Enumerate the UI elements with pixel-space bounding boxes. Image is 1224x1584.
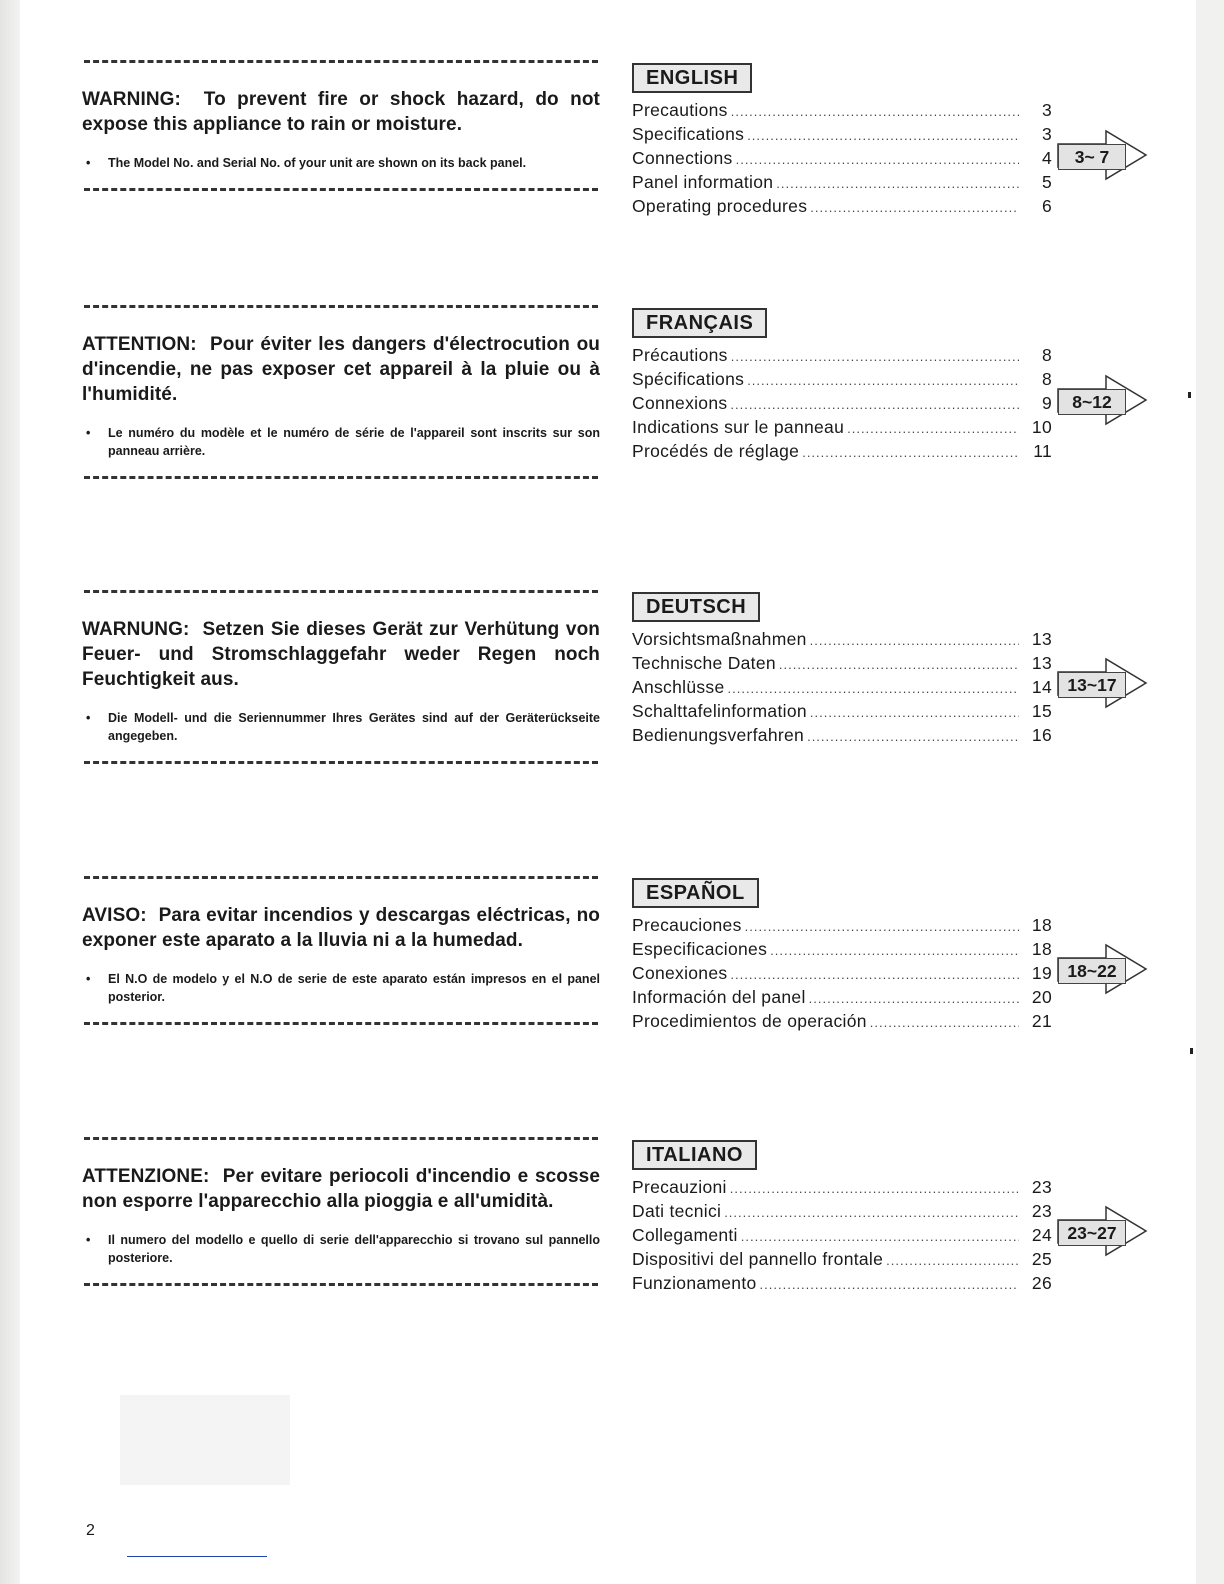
bullet-note [82,970,600,1006]
toc-entry-page: 25 [1031,1249,1052,1269]
toc-entry-page: 14 [1031,677,1052,697]
warning-section-german [82,590,600,764]
page-range-arrow[interactable] [1050,657,1150,709]
dashed-rule-bottom [84,761,598,764]
toc-entry-page: 4 [1041,148,1052,168]
toc-entry-title: Technische Daten [632,653,776,673]
toc-entry[interactable] [632,195,1052,219]
leader-dots [724,1202,1019,1224]
leader-dots [810,197,1019,219]
toc-entry[interactable] [632,676,1052,700]
toc-entry-title: Vorsichtsmaßnahmen [632,629,807,649]
toc-entry-page: 6 [1041,196,1052,216]
toc-entry-title: Spécifications [632,369,745,389]
toc-entry-page: 13 [1031,653,1052,673]
leader-dots [807,726,1019,748]
warning-text: ATTENTION: Pour éviter les dangers d'électrocution ou d'incendie, ne pas exposer cet appareil à la pluie ou à l'humidité. [82,334,600,405]
leader-dots [847,418,1019,440]
leader-dots [741,1226,1019,1248]
toc-entry-page: 8 [1041,369,1052,389]
leader-dots [802,442,1019,464]
bullet-text: Il numero del modello e quello di serie dell'apparecchio si trovano sul pannello posteriore. [108,1233,600,1265]
toc-list [632,99,1052,219]
toc-entry-title: Dispositivi del pannello frontale [632,1249,884,1269]
leader-dots [728,678,1020,700]
toc-entry-title: Connexions [632,393,728,413]
page-range-arrow[interactable] [1050,129,1150,181]
toc-entry-title: Anschlüsse [632,677,725,697]
page-range-label: 8~12 [1058,389,1126,415]
bullet-text: Die Modell- und die Seriennummer Ihres Gerätes sind auf der Geräterückseite angegeben. [108,711,600,743]
dashed-rule-top [84,305,598,308]
bullet-icon: • [86,972,91,986]
leader-dots [730,1178,1019,1200]
toc-entry[interactable] [632,724,1052,748]
leader-dots [810,630,1019,652]
leader-dots [731,346,1019,368]
dashed-rule-bottom [84,1022,598,1025]
toc-entry[interactable] [632,99,1052,123]
page-range-arrow[interactable] [1050,943,1150,995]
bullet-text: The Model No. and Serial No. of your unit are shown on its back panel. [108,156,527,170]
toc-entry[interactable] [632,344,1052,368]
bullet-note [82,154,600,172]
margin-mark [1188,392,1191,398]
toc-entry-page: 5 [1041,172,1052,192]
bleed-through-block [120,1395,290,1485]
page-number: 2 [86,1522,95,1539]
leader-dots [731,101,1019,123]
toc-entry-page: 20 [1031,987,1052,1007]
warning-section-italian [82,1137,600,1286]
toc-entry-title: Operating procedures [632,196,808,216]
toc-entry-title: Conexiones [632,963,728,983]
toc-entry-page: 19 [1031,963,1052,983]
toc-entry-page: 8 [1041,345,1052,365]
warning-section-spanish [82,876,600,1025]
toc-entry-title: Precauciones [632,915,742,935]
leader-dots [747,125,1019,147]
toc-entry[interactable] [632,1272,1052,1296]
leader-dots [745,916,1019,938]
page-range-label: 3~ 7 [1058,144,1126,170]
language-heading: ENGLISH [632,63,752,93]
toc-entry[interactable] [632,986,1052,1010]
toc-list [632,344,1052,464]
page-right-edge [1196,0,1224,1584]
toc-entry-title: Bedienungsverfahren [632,725,805,745]
leader-dots [747,370,1019,392]
leader-dots [760,1274,1019,1296]
toc-entry[interactable] [632,652,1052,676]
toc-list [632,914,1052,1034]
page-range-label: 18~22 [1058,958,1126,984]
toc-entry-page: 26 [1031,1273,1052,1293]
toc-entry-title: Specifications [632,124,745,144]
bullet-note [82,1231,600,1267]
page-range-arrow[interactable] [1050,374,1150,426]
language-heading: FRANÇAIS [632,308,767,338]
toc-entry-page: 3 [1041,124,1052,144]
warning-text: AVISO: Para evitar incendios y descargas eléctricas, no exponer este aparato a la lluvia ni a la humedad. [82,905,600,951]
bullet-text: Le numéro du modèle et le numéro de série de l'appareil sont inscrits sur son panneau arrière. [108,426,600,458]
toc-entry-title: Connections [632,148,733,168]
toc-list [632,628,1052,748]
toc-entry[interactable] [632,1248,1052,1272]
dashed-rule-top [84,590,598,593]
toc-entry-title: Información del panel [632,987,806,1007]
bullet-note [82,424,600,460]
toc-entry-page: 23 [1031,1177,1052,1197]
bullet-icon: • [86,1233,91,1247]
toc-entry[interactable] [632,938,1052,962]
dashed-rule-top [84,1137,598,1140]
toc-entry[interactable] [632,171,1052,195]
bullet-icon: • [86,426,91,440]
toc-entry-title: Precautions [632,100,728,120]
toc-entry[interactable] [632,1176,1052,1200]
warning-text: WARNUNG: Setzen Sie dieses Gerät zur Verhütung von Feuer- und Stromschlaggefahr weder Regen noch Feuchtigkeit aus. [82,619,600,690]
toc-entry-page: 21 [1031,1011,1052,1031]
toc-entry[interactable] [632,1224,1052,1248]
leader-dots [810,702,1019,724]
toc-entry[interactable] [632,1200,1052,1224]
toc-entry-title: Collegamenti [632,1225,738,1245]
bullet-note [82,709,600,745]
page-range-arrow[interactable] [1050,1205,1150,1257]
warning-section-french [82,305,600,479]
toc-entry-page: 23 [1031,1201,1052,1221]
toc-entry-title: Procedimientos de operación [632,1011,867,1031]
toc-entry[interactable] [632,147,1052,171]
warning-text: WARNING: To prevent fire or shock hazard, do not expose this appliance to rain or moisture. [82,89,600,135]
toc-entry-title: Indications sur le panneau [632,417,845,437]
toc-entry-page: 13 [1031,629,1052,649]
toc-entry[interactable] [632,962,1052,986]
toc-entry-title: Especificaciones [632,939,768,959]
dashed-rule-bottom [84,476,598,479]
toc-entry-page: 11 [1033,441,1052,461]
page-edge-shadow [0,0,20,1584]
dashed-rule-bottom [84,188,598,191]
toc-entry[interactable] [632,1010,1052,1034]
margin-mark [1190,1048,1193,1054]
toc-list [632,1176,1052,1296]
toc-entry[interactable] [632,700,1052,724]
bullet-text: El N.O de modelo y el N.O de serie de este aparato están impresos en el panel posterior. [108,972,600,1004]
warning-section-english [82,60,600,191]
leader-dots [730,964,1019,986]
leader-dots [809,988,1019,1010]
leader-dots [870,1012,1019,1034]
toc-entry[interactable] [632,368,1052,392]
toc-entry[interactable] [632,123,1052,147]
toc-entry[interactable] [632,440,1052,464]
toc-entry-title: Panel information [632,172,774,192]
toc-entry[interactable] [632,416,1052,440]
toc-entry-page: 24 [1031,1225,1052,1245]
toc-entry-title: Schalttafelinformation [632,701,807,721]
leader-dots [730,394,1019,416]
language-heading: ITALIANO [632,1140,757,1170]
toc-entry-page: 3 [1041,100,1052,120]
toc-entry[interactable] [632,914,1052,938]
toc-entry-title: Procédés de réglage [632,441,800,461]
toc-entry-title: Dati tecnici [632,1201,722,1221]
toc-entry-page: 10 [1031,417,1052,437]
bullet-icon: • [86,711,91,725]
toc-entry-title: Funzionamento [632,1273,757,1293]
toc-entry-page: 16 [1031,725,1052,745]
toc-entry-page: 9 [1041,393,1052,413]
leader-dots [736,149,1019,171]
page-range-label: 13~17 [1058,672,1126,698]
language-heading: ESPAÑOL [632,878,759,908]
toc-entry-page: 18 [1031,939,1052,959]
toc-entry[interactable] [632,628,1052,652]
bullet-icon: • [86,156,91,170]
dashed-rule-top [84,60,598,63]
dashed-rule-bottom [84,1283,598,1286]
leader-dots [770,940,1019,962]
leader-dots [779,654,1019,676]
page-range-label: 23~27 [1058,1220,1126,1246]
leader-dots [886,1250,1019,1272]
leader-dots [776,173,1019,195]
language-heading: DEUTSCH [632,592,760,622]
toc-entry[interactable] [632,392,1052,416]
footer-underline [127,1556,267,1557]
dashed-rule-top [84,876,598,879]
toc-entry-title: Précautions [632,345,728,365]
warning-text: ATTENZIONE: Per evitare periocoli d'incendio e scosse non esporre l'apparecchio alla pioggia e all'umidità. [82,1166,601,1212]
toc-entry-title: Precauzioni [632,1177,727,1197]
toc-entry-page: 18 [1031,915,1052,935]
toc-entry-page: 15 [1031,701,1052,721]
manual-page [20,0,1196,1584]
